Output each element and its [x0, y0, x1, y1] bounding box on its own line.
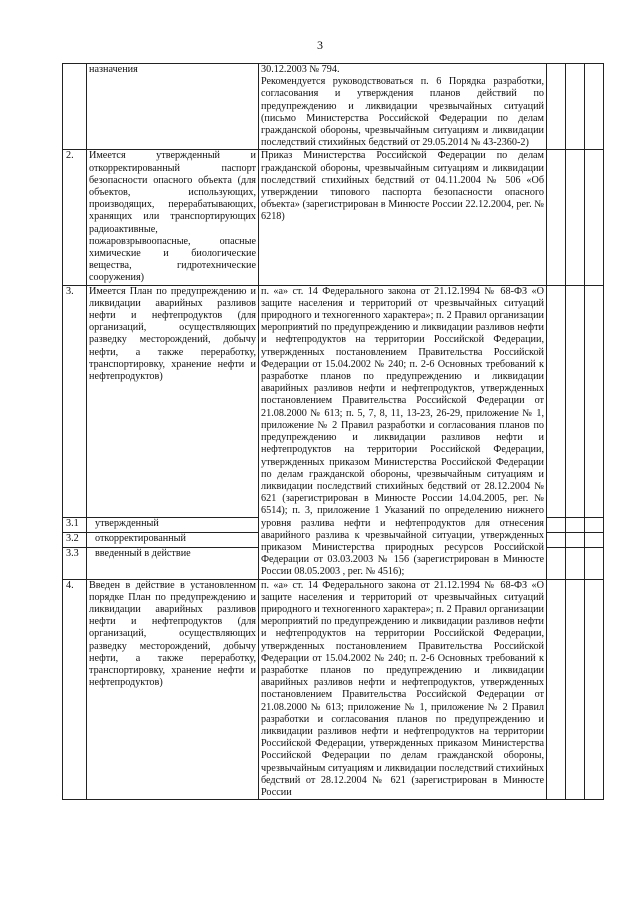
- answer-no-cell[interactable]: [566, 548, 585, 579]
- answer-na-cell[interactable]: [585, 548, 604, 579]
- answer-na-cell[interactable]: [585, 150, 604, 285]
- page-number: 3: [317, 38, 323, 52]
- answer-yes-cell[interactable]: [547, 533, 566, 548]
- checklist-table: [62, 63, 604, 800]
- table-row: [63, 285, 604, 518]
- row-number: 4.: [63, 579, 87, 800]
- answer-na-cell[interactable]: [585, 285, 604, 518]
- answer-na-cell[interactable]: [585, 64, 604, 150]
- answer-yes-cell[interactable]: [547, 285, 566, 518]
- answer-yes-cell[interactable]: [547, 64, 566, 150]
- requirement-cell: Имеется План по предупреждению и ликвидации аварийных разливов нефти и нефтепродуктов (для организаций, осуществляющих разведку месторождений, добычу нефти, а также переработку, транспортировку, хранение нефти и нефтепродуктов): [87, 285, 259, 518]
- answer-no-cell[interactable]: [566, 579, 585, 800]
- subitem-label: откорректированный: [87, 533, 259, 548]
- requirement-cell: Введен в действие в установленном порядке План по предупреждению и ликвидации аварийных разливов нефти и нефтепродуктов (для организаций, осуществляющих разведку месторождений, добычу нефти, а также переработку, транспортировку, хранение нефти и нефтепродуктов): [87, 579, 259, 800]
- answer-yes-cell[interactable]: [547, 518, 566, 533]
- subitem-number: 3.3: [63, 548, 87, 579]
- reference-cell: п. «а» ст. 14 Федерального закона от 21.12.1994 № 68-ФЗ «О защите населения и территорий от чрезвычайных ситуаций природного и техногенного характера»; п. 2 Правил организации мероприятий по предупреждению и ликвидации разливов нефти и нефтепродуктов на территории Российской Федерации, утвержденных постановлением Правительства Российской Федерации от 15.04.2002 № 240; п. 2-6 Основных требований к разработке планов по предупреждению и ликвидации аварийных разливов нефти и нефтепродуктов, утвержденных постановлением Правительства Российской Федерации от 21.08.2000 № 613; п. 5, 7, 8, 11, 13-23, 26-29, приложение № 1, приложение № 2 Правил разработки и согласования планов по предупреждению и ликвидации разливов нефти и нефтепродуктов на территории Российской Федерации, утвержденных приказом Министерства Российской Федерации по делам гражданской обороны, чрезвычайным ситуациям и ликвидации последствий стихийных бедствий от 28.12.2004 № 621 (зарегистрирован в Минюсте России 14.04.2005, рег. № 6514); п. 3, приложение 1 Указаний по определению нижнего уровня разлива нефти и нефтепродуктов для отнесения аварийного разлива к чрезвычайной ситуации, утвержденных приказом Министерства природных ресурсов Российской Федерации от 03.03.2003 № 156 (зарегистрирован в Минюсте России 08.05.2003 , рег. № 4516);: [259, 285, 547, 579]
- subitem-number: 3.1: [63, 518, 87, 533]
- reference-cell: п. «а» ст. 14 Федерального закона от 21.12.1994 № 68-ФЗ «О защите населения и территорий от чрезвычайных ситуаций природного и техногенного характера»; п. 2 Правил организации мероприятий по предупреждению и ликвидации разливов нефти и нефтепродуктов на территории Российской Федерации, утвержденных постановлением Правительства Российской Федерации от 15.04.2002 № 240; п. 2-6 Основных требований к разработке планов по предупреждению и ликвидации аварийных разливов нефти и нефтепродуктов, утвержденных постановлением Правительства Российской Федерации от 21.08.2000 № 613; приложение № 1, приложение № 2 Правил разработки и согласования планов по предупреждению и ликвидации разливов нефти и нефтепродуктов на территории Российской Федерации, утвержденных приказом Министерства Российской Федерации по делам гражданской обороны, чрезвычайным ситуациям и ликвидации последствий стихийных бедствий от 28.12.2004 № 621 (зарегистрирован в Минюсте России: [259, 579, 547, 800]
- row-number: [63, 64, 87, 150]
- subitem-number: 3.2: [63, 533, 87, 548]
- requirement-cell: назначения: [87, 64, 259, 150]
- reference-cell: Приказ Министерства Российской Федерации по делам гражданской обороны, чрезвычайным ситуациям и ликвидации последствий стихийных бедствий от 04.11.2004 № 506 «Об утверждении типового паспорта безопасности опасного объекта» (зарегистрирован в Минюсте России 22.12.2004, рег. № 6218): [259, 150, 547, 285]
- subitem-label: утвержденный: [87, 518, 259, 533]
- answer-no-cell[interactable]: [566, 64, 585, 150]
- reference-cell: 30.12.2003 № 794. Рекомендуется руководствоваться п. 6 Порядка разработки, согласования и утверждения планов действий по предупреждению и ликвидации чрезвычайных ситуаций (письмо Министерства Российской Федерации по делам гражданской обороны, чрезвычайным ситуациям и ликвидации последствий стихийных бедствий от 29.05.2014 № 43-2360-2): [259, 64, 547, 150]
- answer-na-cell[interactable]: [585, 533, 604, 548]
- table-row: [63, 64, 604, 150]
- answer-na-cell[interactable]: [585, 518, 604, 533]
- row-number: 2.: [63, 150, 87, 285]
- requirement-cell: Имеется утвержденный и откорректированный паспорт безопасности опасного объекта (для объектов, использующих, производящих, перерабатывающих, хранящих или транспортирующих радиоактивные, пожаровзрывоопасные, опасные химические и биологические вещества, гидротехнические сооружения): [87, 150, 259, 285]
- table-row: [63, 150, 604, 285]
- answer-no-cell[interactable]: [566, 533, 585, 548]
- answer-no-cell[interactable]: [566, 285, 585, 518]
- answer-no-cell[interactable]: [566, 150, 585, 285]
- table-row: [63, 579, 604, 800]
- answer-na-cell[interactable]: [585, 579, 604, 800]
- answer-yes-cell[interactable]: [547, 548, 566, 579]
- row-number: 3.: [63, 285, 87, 518]
- answer-no-cell[interactable]: [566, 518, 585, 533]
- answer-yes-cell[interactable]: [547, 150, 566, 285]
- subitem-label: введенный в действие: [87, 548, 259, 579]
- answer-yes-cell[interactable]: [547, 579, 566, 800]
